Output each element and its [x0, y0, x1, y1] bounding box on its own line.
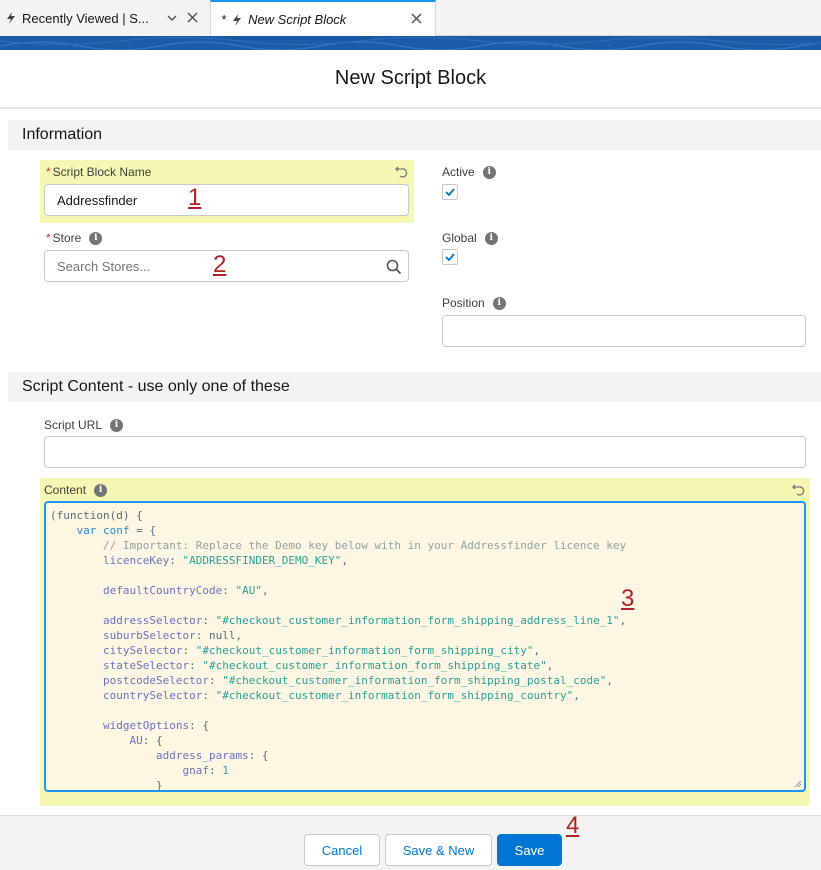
script-url-input[interactable]	[44, 436, 806, 468]
header-band	[0, 36, 821, 50]
code-line: addressSelector: "#checkout_customer_information_form_shipping_address_line_1",	[102, 614, 627, 627]
code-line	[50, 598, 626, 613]
save-and-new-button[interactable]: Save & New	[385, 834, 492, 866]
chevron-down-icon[interactable]	[166, 12, 178, 24]
code-lines	[50, 508, 626, 792]
input-placeholder: Search Stores...	[57, 258, 151, 274]
tab-bar	[0, 0, 821, 36]
info-icon[interactable]	[485, 232, 498, 245]
close-icon[interactable]	[411, 13, 422, 24]
script-block-name-label: * Script Block Name	[46, 165, 152, 179]
lightning-icon	[4, 11, 18, 25]
section-information	[8, 120, 821, 150]
code-line: licenceKey: "ADDRESSFINDER_DEMO_KEY",	[102, 554, 349, 567]
tab-new-script-block[interactable]	[210, 0, 436, 37]
code-line: address_params: {	[155, 749, 269, 762]
active-label: Active i	[442, 165, 496, 179]
global-label: Global i	[442, 231, 498, 245]
content-label: Content i	[44, 483, 107, 497]
code-line: postcodeSelector: "#checkout_customer_information_form_shipping_postal_code",	[102, 674, 613, 687]
info-icon[interactable]	[94, 484, 107, 497]
content-code-editor[interactable]	[44, 501, 806, 792]
position-label: Position i	[442, 296, 506, 310]
code-line: citySelector: "#checkout_customer_information_form_shipping_city",	[102, 644, 541, 657]
position-input[interactable]	[442, 315, 806, 347]
check-icon	[444, 186, 456, 198]
info-icon[interactable]	[89, 232, 102, 245]
unsaved-marker: *	[221, 12, 227, 27]
section-title: Script Content - use only one of these	[22, 378, 290, 395]
code-line	[50, 703, 626, 718]
code-line: countrySelector: "#checkout_customer_information_form_shipping_country",	[102, 689, 580, 702]
tab-recently-viewed[interactable]	[0, 0, 210, 36]
annotation-3: 3	[621, 585, 635, 612]
undo-icon[interactable]	[791, 482, 805, 496]
code-line: (function(d) {	[50, 509, 143, 522]
code-line: gnaf: 1	[182, 764, 229, 777]
close-icon[interactable]	[187, 12, 198, 23]
info-icon[interactable]	[483, 166, 496, 179]
code-line: stateSelector: "#checkout_customer_information_form_shipping_state",	[102, 659, 554, 672]
info-icon[interactable]	[110, 419, 123, 432]
section-script-content	[8, 372, 821, 402]
input-value: Addressfinder	[57, 192, 138, 208]
undo-icon[interactable]	[394, 164, 408, 178]
code-line	[50, 568, 626, 583]
annotation-2: 2	[213, 251, 227, 278]
annotation-4: 4	[566, 812, 580, 839]
store-search-input[interactable]	[44, 250, 409, 282]
script-url-label: Script URL i	[44, 418, 123, 432]
code-line: AU: {	[129, 734, 163, 747]
code-line: defaultCountryCode: "AU",	[102, 584, 269, 597]
code-line: suburbSelector: null,	[102, 629, 243, 642]
annotation-1: 1	[188, 184, 202, 211]
script-block-name-input[interactable]	[44, 184, 409, 216]
code-line: widgetOptions: {	[102, 719, 209, 732]
code-line: }	[50, 779, 163, 792]
modal-header	[0, 50, 821, 109]
tab-label: New Script Block	[248, 12, 347, 27]
store-label: * Store i	[46, 231, 102, 245]
global-checkbox[interactable]	[442, 249, 458, 265]
info-icon[interactable]	[493, 297, 506, 310]
save-button[interactable]: Save	[497, 834, 562, 866]
cancel-button[interactable]: Cancel	[304, 834, 380, 866]
code-line: // Important: Replace the Demo key below with in your Addressfinder licence key	[102, 539, 627, 552]
active-checkbox[interactable]	[442, 184, 458, 200]
tab-label: Recently Viewed | S...	[22, 10, 149, 26]
search-icon	[386, 259, 402, 275]
modal-title: New Script Block	[334, 67, 487, 89]
code-line: var conf = {	[76, 524, 156, 537]
resize-handle-icon[interactable]	[792, 778, 802, 788]
lightning-icon	[230, 13, 244, 27]
section-title: Information	[22, 126, 103, 143]
check-icon	[444, 251, 456, 263]
